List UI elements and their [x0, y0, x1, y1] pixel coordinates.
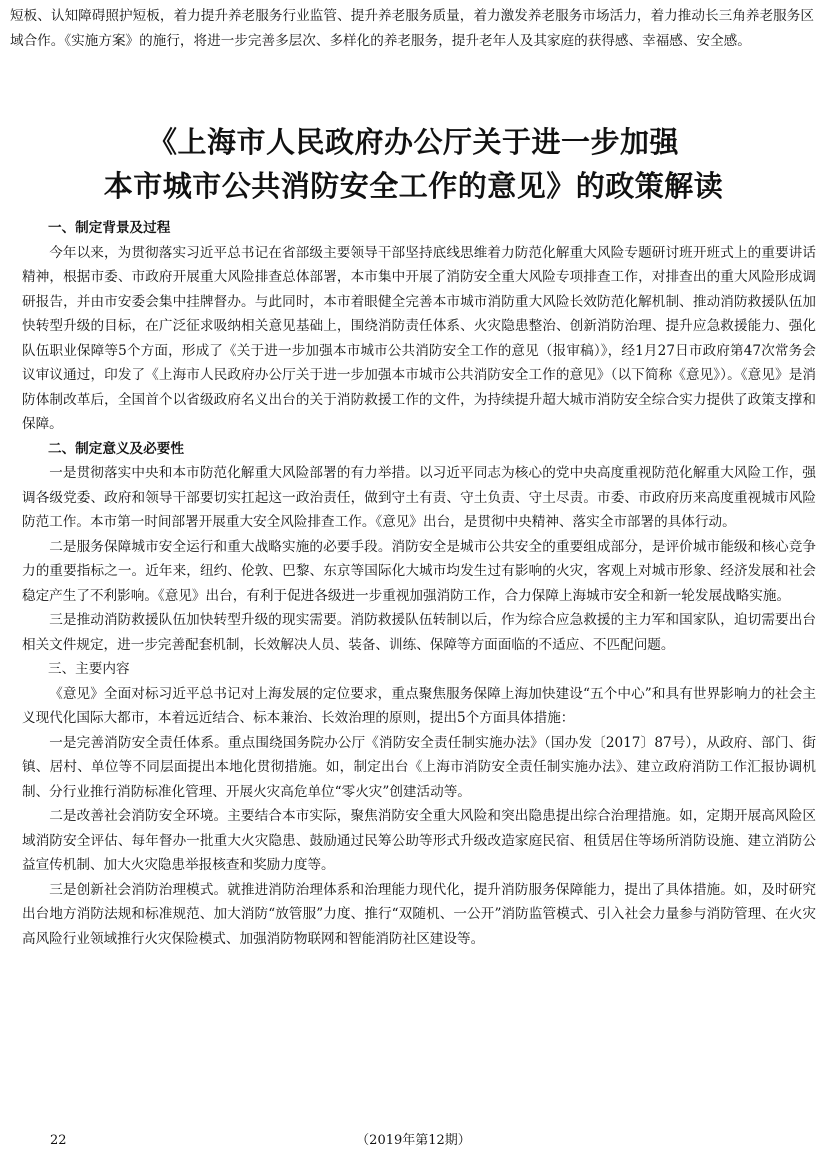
page-number: 22 [50, 1133, 67, 1148]
body-paragraph: 二是改善社会消防安全环境。主要结合本市实际，聚焦消防安全重大风险和突出隐患提出综合治理措施。如，定期开展高风险区域消防安全评估、每年督办一批重大火灾隐患、鼓励通过民筹公助等形式升级改造家庭民宿、租赁居住等场所消防设施、建立消防公益宣传机制、加大火灾隐患举报核查和奖励力度等。 [22, 808, 816, 873]
body-paragraph: 今年以来，为贯彻落实习近平总书记在省部级主要领导干部坚持底线思维着力防范化解重大风险专题研讨班开班式上的重要讲话精神，根据市委、市政府开展重大风险排查总体部署，本市集中开展了消防安全重大风险专项排查工作，对排查出的重大风险形成调研报告，并由市安委会集中挂牌督办。与此同时，本市着眼健全完善本市城市消防重大风险长效防范化解机制、推动消防救援队伍加快转型升级的目标，在广泛征求吸纳相关意见基础上，围绕消防责任体系、火灾隐患整治、创新消防治理、提升应急救援能力、强化队伍职业保障等5个方面，形成了《关于进一步加强本市城市公共消防安全工作的意见（报审稿）》，经1月27日市政府第47次常务会议审议通过，印发了《上海市人民政府办公厅关于进一步加强本市城市公共消防安全工作的意见》（以下简称《意见》）。《意见》是消防体制改革后，全国首个以省级政府名义出台的关于消防救援工作的文件，为持续提升超大城市消防安全综合实力提供了政策支撑和保障。 [22, 244, 816, 432]
section-heading: 三、主要内容 [48, 661, 130, 677]
section-heading: 二、制定意义及必要性 [48, 440, 184, 457]
body-paragraph: 三是创新社会消防治理模式。就推进消防治理体系和治理能力现代化，提升消防服务保障能力，提出了具体措施。如，及时研究出台地方消防法规和标准规范、加大消防“放管服”力度、推行“双随机、一公开”消防监管模式、引入社会力量参与消防管理、在火灾高风险行业领域推行火灾保险模式、加强消防物联网和智能消防社区建设等。 [22, 881, 816, 947]
body-paragraph: 《意见》全面对标习近平总书记对上海发展的定位要求，重点聚焦服务保障上海加快建设“五个中心”和具有世界影响力的社会主义现代化国际大都市，本着远近结合、标本兼治、长效治理的原则，提出5个方面具体措施： [22, 685, 816, 726]
document-body [22, 216, 816, 951]
body-paragraph: 二是服务保障城市安全运行和重大战略实施的必要手段。消防安全是城市公共安全的重要组成部分，是评价城市能级和核心竞争力的重要指标之一。近年来，纽约、伦敦、巴黎、东京等国际化大城市均发生过有影响的火灾，客观上对城市形象、经济发展和社会稳定产生了不利影响。《意见》出台，有利于促进各级进一步重视加强消防工作，合力保障上海城市安全和新一轮发展战略实施。 [22, 538, 816, 604]
intro-paragraph: 短板、认知障碍照护短板，着力提升养老服务行业监管、提升养老服务质量，着力激发养老服务市场活力，着力推动长三角养老服务区域合作。《实施方案》的施行，将进一步完善多层次、多样化的养老服务，提升老年人及其家庭的获得感、幸福感、安全感。 [10, 8, 814, 49]
issue-label: （2019年第12期） [356, 1133, 471, 1148]
section-heading: 一、制定背景及过程 [48, 220, 171, 236]
document-title [0, 120, 827, 208]
body-paragraph: 一是完善消防安全责任体系。重点围绕国务院办公厅《消防安全责任制实施办法》（国办发〔2017〕87号），从政府、部门、街镇、居村、单位等不同层面提出本地化贯彻措施。如，制定出台《上海市消防安全责任制实施办法》、建立政府消防工作汇报协调机制、分行业推行消防标准化管理、开展火灾高危单位“零火灾”创建活动等。 [22, 734, 816, 800]
title-line-1: 《上海市人民政府办公厅关于进一步加强 [147, 125, 679, 159]
body-paragraph: 三是推动消防救援队伍加快转型升级的现实需要。消防救援队伍转制以后，作为综合应急救援的主力军和国家队，迫切需要出台相关文件规定，进一步完善配套机制，长效解决人员、装备、训练、保障等方面面临的不适应、不匹配问题。 [22, 612, 816, 653]
body-paragraph: 一是贯彻落实中央和本市防范化解重大风险部署的有力举措。以习近平同志为核心的党中央高度重视防范化解重大风险工作，强调各级党委、政府和领导干部要切实扛起这一政治责任，做到守土有责、守土负责、守土尽责。市委、市政府历来高度重视城市风险防范工作。本市第一时间部署开展重大安全风险排查工作。《意见》出台，是贯彻中央精神、落实全市部署的具体行动。 [22, 465, 816, 530]
title-line-2: 本市城市公共消防安全工作的意见》的政策解读 [103, 169, 724, 203]
